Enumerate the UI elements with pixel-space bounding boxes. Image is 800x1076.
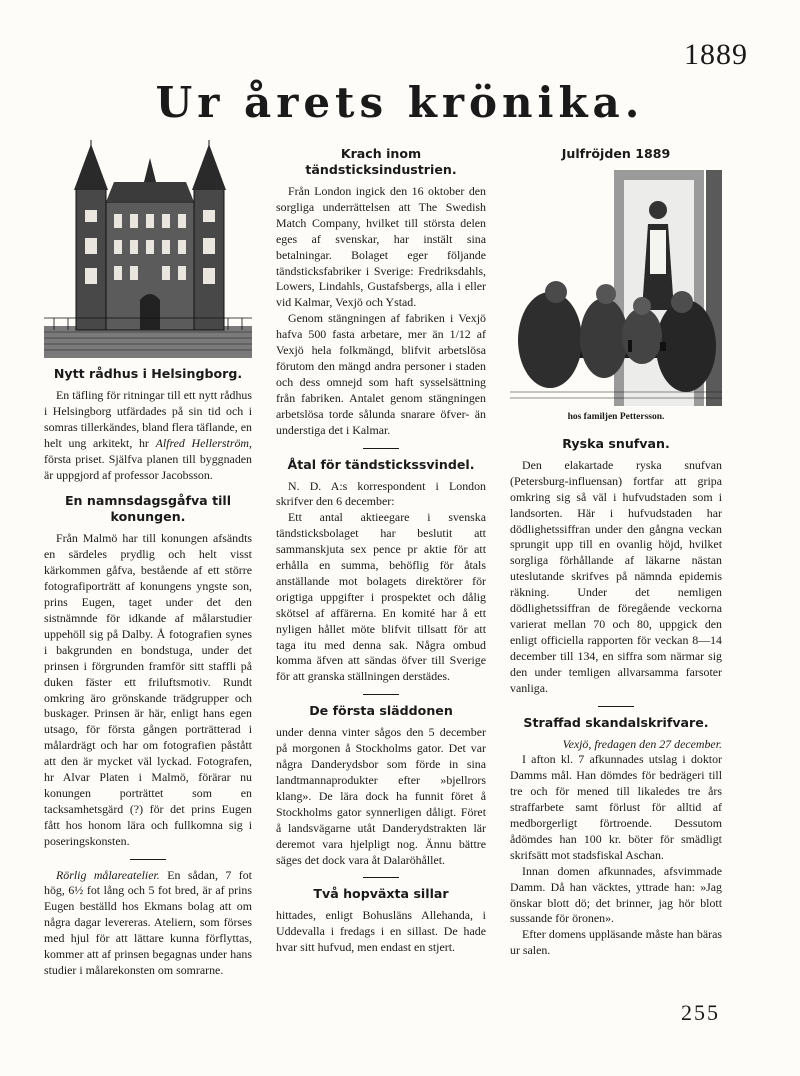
- article-snufvan: Den elakartade ryska snufvan (Petersburg-influensan) fortfar att gripa omkring sig så väl i hufvudstaden som i landsorten. Här i hufvudstaden har dödlighetssiffran under den gångna veckan sprungit upp till en ovanlig höjd, hvilket sorgliga förhållande af läkarne nästan uteslutande skrifves på nämnda epidemis räkning. Under det nemligen dödlighetssiffran de föregående veckorna varierat mellan 70 och 80, uppgick den enligt officiella rapporten för veckan 8—14 december till 134, en siffra som närmar sig den under temligen allvarsamma farsoter vanliga.: [510, 457, 722, 695]
- straffad-dateline: [510, 737, 722, 753]
- page-title: Ur årets krönika.: [155, 78, 645, 127]
- article-krach-p2: Genom stängningen af fabriken i Vexjö hafva 500 fasta arbetare, mer än 1/12 af Vexjö hela folkmängd, blifvit arbetslösa förutom den mängd andra personer i staden och dess omnejd som haft sysselsättning från fabriken. Antalet genom stängningen arbetslösa torde sålunda snarare öfver- än understiga det i Kalmar.: [276, 311, 486, 437]
- radhus-text-b: , första priset. Själfva planen till byggnaden är uppgjord af professor Jacobsson.: [44, 435, 252, 482]
- divider: [130, 859, 166, 860]
- atelier-text: En sådan, 7 fot hög, 6½ fot lång och 5 fot bred, är af prins Eugen beställd hos Ekmans bolag att om några dagar levereras. Ateliern, som förses med hjul för att lättare kunna förflyttas, kommer att af prinsen begagnas under hans studier i målarekonsten om somrarne.: [44, 867, 252, 977]
- heading-straffad: Straffad skandalskrifvare.: [523, 714, 709, 730]
- heading-atal: Åtal för tändstickssvindel.: [287, 456, 475, 472]
- page-number: 255: [681, 1000, 720, 1025]
- article-namnsdag: Från Malmö har till konungen afsändts en särdeles prydlig och helt visst kärkommen gåfva, bestående af ett större fotografiporträtt af konungens yngste son, prins Eugen, taget under det den sistnämnde för idkande af målarstudier uppehöll sig på Dalby. Å fotografien synes i bakgrunden en bondstuga, under det prinsen i förgrunden framför sitt staffli på duken fäster ett friluftsmotiv. Rundt omkring äro grönskande trädgrupper och buskager. Prinsen är här, enligt hans egen utsago, för första gången porträtterad i målardrägt och har om fotografien påstått att den är mycket väl lyckad. Fotografen, hr Alvar Platen i Malmö, förärar nu konungen porträttet som en tacksamhetsgärd (?) för det prins Eugen fått hos honom lära och fullkomna sig i poseringskonsten.: [44, 531, 252, 848]
- column-left: [44, 140, 252, 979]
- divider: [363, 448, 399, 449]
- heading-namnsdag: En namnsdagsgåfva till konungen.: [64, 493, 232, 525]
- column-right: [510, 146, 722, 959]
- heading-slad: De första släddonen: [309, 703, 453, 719]
- divider: [363, 694, 399, 695]
- article-krach-p1: Från London ingick den 16 oktober den sorgliga underrättelsen att The Swedish Match Company, hvilket till största delen eges af svenskar, har instält sina betalningar. Bolaget eger följande tändsticksfabriker i Sverige: Fredriksdahls, Lowers, Lindahls, Gustafsbergs, alla i eller vid Kalmar, Vexjö och Ystad.: [276, 184, 486, 310]
- article-straffad-p3: Efter domens uppläsande måste han bäras ur salen.: [510, 927, 722, 958]
- dateline-text: Vexjö, fredagen den 27 december.: [562, 736, 722, 751]
- heading-radhus: Nytt rådhus i Helsingborg.: [53, 366, 243, 381]
- year-label: 1889: [684, 38, 748, 71]
- article-slad: under denna vinter sågos den 5 december på morgonen å Stockholms gator. Det var några Danderydsbor som förde in sina landtmannaprodukter efter »bjellrors klang». De lära dock ha funnit föret å Stockholms gator synnerligen dåligt. Föret å landsvägarne utåt Danderydstrakten lär deremot vara hjelpligt nog. Ännu bättre säges det dock vara åt Dalaröhållet.: [276, 725, 486, 867]
- article-radhus: [44, 388, 252, 483]
- julfrojd-illustration: [510, 170, 722, 406]
- radhus-text-a: En täfling för ritningar till ett nytt rådhus i Helsingborg utfärdades på sin tid och i somras tillerkändes, bland flera täflande, en helt ung arkitekt, hr: [44, 388, 252, 450]
- article-atal-p2: Ett antal aktieegare i svenska tändsticksbolaget har beslutit att sammanskjuta sex pence pr aktie för att erhålla en summa, behöflig för åtals anställande mot bolagets direktörer för origtiga uppgifter i prospektet och dålig skötsel af affärerna. En komité har å ett nyligen hållet möte blifvit tillsatt för att taga itu med denna sak. Några ombud komma äfven att sändas öfver till Sverige för att granska ställningen derstädes.: [276, 510, 486, 684]
- atelier-lead: Rörlig målareatelier.: [56, 867, 160, 882]
- divider: [598, 706, 634, 707]
- article-straffad-p1: I afton kl. 7 afkunnades utslag i doktor Damms mål. Han dömdes för bedrägeri till tre och för mened till likaledes tre års straffarbete samt förlust för alltid af medborgerligt förtroende. Dessutom ådömdes han 100 kr. böter för smädligt skrifsätt mot stadsfiskal Aschan.: [510, 752, 722, 862]
- heading-snufvan: Ryska snufvan.: [562, 435, 670, 451]
- divider: [363, 877, 399, 878]
- article-atal-p1: N. D. A:s korrespondent i London skrifver den 6 december:: [276, 478, 486, 509]
- heading-krach: Krach inom tändsticksindustrien.: [305, 146, 457, 177]
- article-sillar: hittades, enligt Bohusläns Allehanda, i Uddevalla i fredags i en sillast. De hade hvar sitt hufvud, men endast en stjert.: [276, 908, 486, 955]
- architect-name: Alfred Hellerström: [155, 435, 250, 450]
- column-middle: [276, 146, 486, 956]
- heading-julfrojd: Julfröjden 1889: [561, 146, 671, 161]
- heading-sillar: Två hopväxta sillar: [313, 886, 449, 902]
- town-hall-illustration: [44, 140, 252, 358]
- article-atelier: [44, 868, 252, 979]
- article-straffad-p2: Innan domen afkunnades, afsvimmade Damm. Då han väcktes, yttrade han: »Jag önskar blott dö; det brinner, jag hör blott sussande för öronen».: [510, 863, 722, 926]
- julfrojd-caption: hos familjen Pettersson.: [567, 412, 665, 422]
